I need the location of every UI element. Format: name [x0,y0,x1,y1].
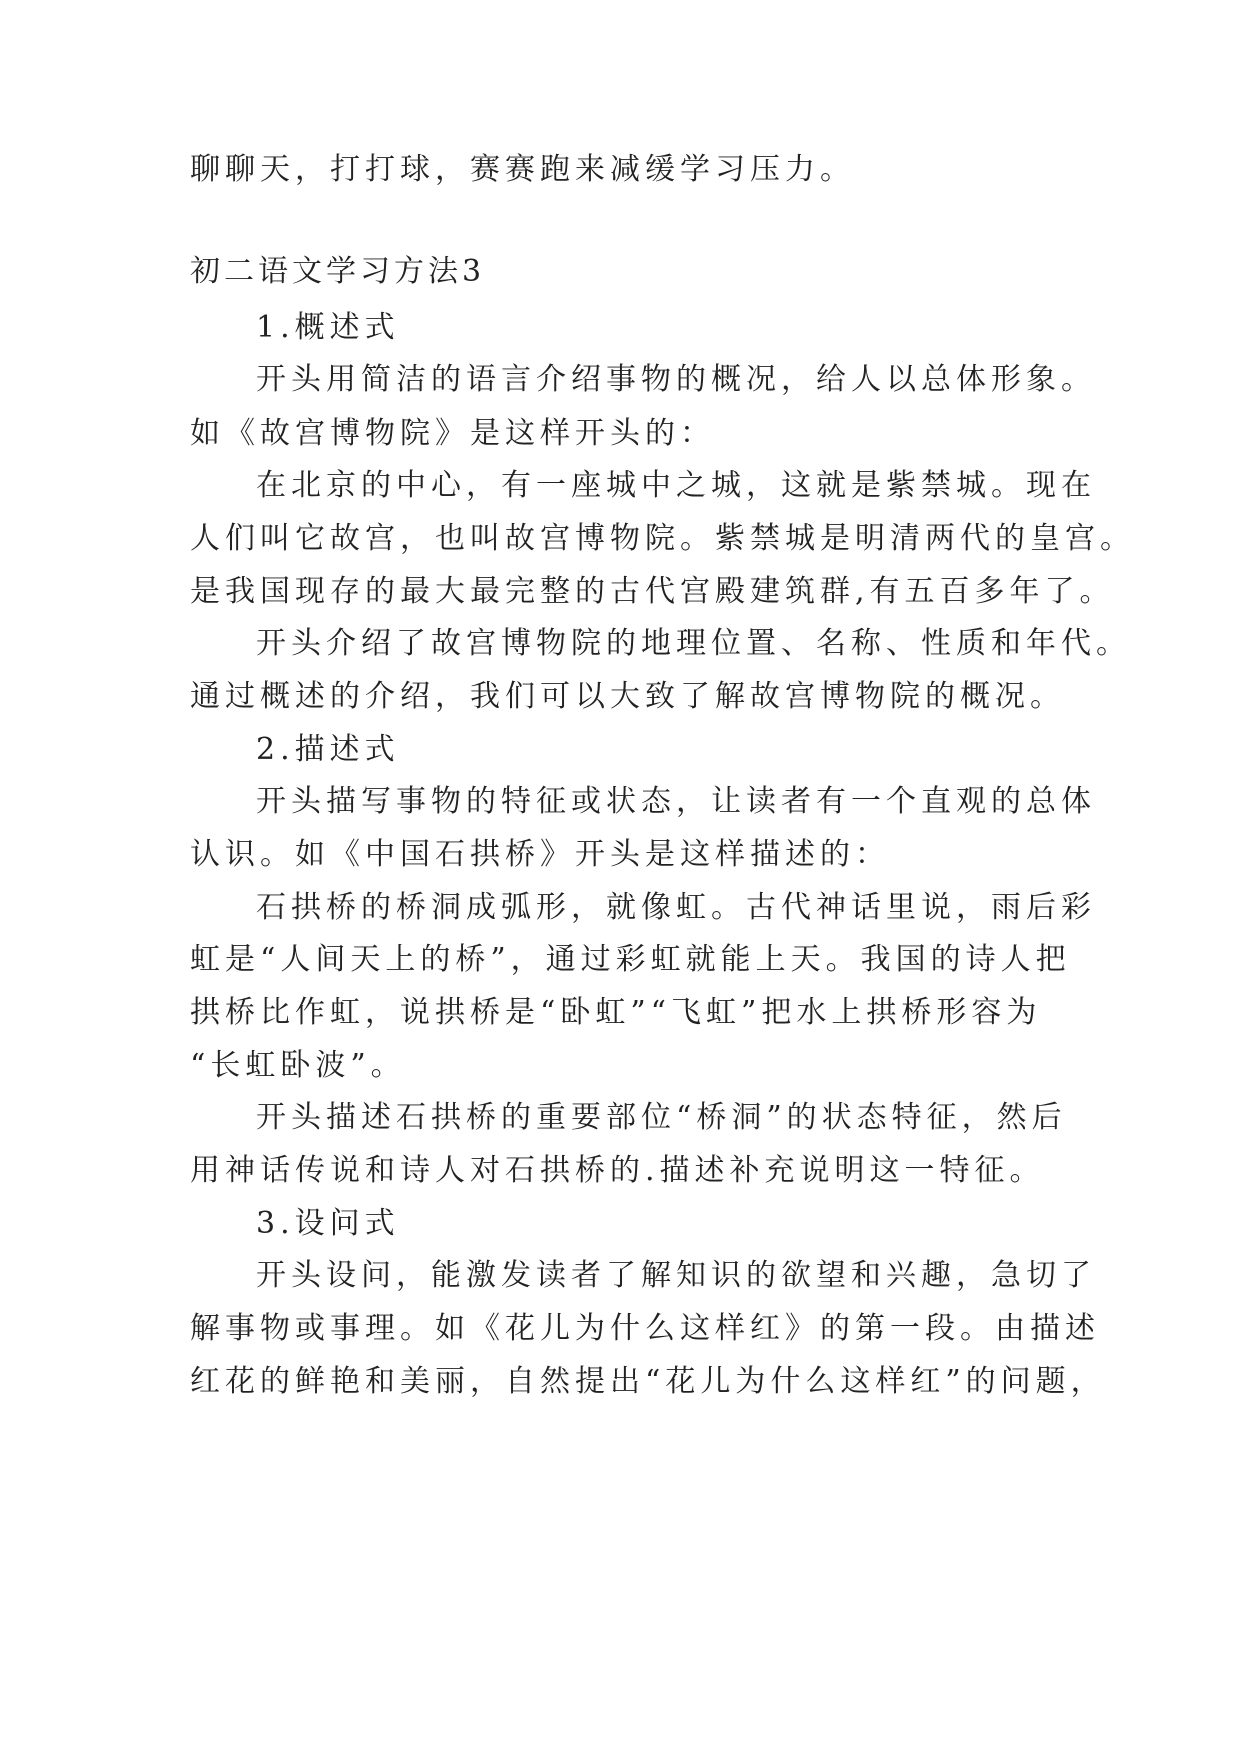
paragraph-line: 用神话传说和诗人对石拱桥的.描述补充说明这一特征。 [190,1153,1045,1188]
item2-heading: 2.描述式 [256,732,400,767]
paragraph-line: 如《故宫博物院》是这样开头的： [190,416,715,451]
paragraph-line: 在北京的中心，有一座城中之城，这就是紫禁城。现在 [256,468,1096,503]
paragraph-line: 虹是“人间天上的桥”，通过彩虹就能上天。我国的诗人把 [190,942,1071,977]
paragraph-line: 开头描写事物的特征或状态，让读者有一个直观的总体 [256,784,1096,819]
paragraph-line: 人们叫它故宫，也叫故宫博物院。紫禁城是明清两代的皇宫。 [190,521,1135,556]
paragraph-line: 通过概述的介绍，我们可以大致了解故宫博物院的概况。 [190,679,1065,714]
paragraph-line: 红花的鲜艳和美丽，自然提出“花儿为什么这样红”的问题， [190,1364,1106,1399]
carry-over-line: 聊聊天，打打球，赛赛跑来减缓学习压力。 [190,152,855,187]
paragraph-line: 拱桥比作虹，说拱桥是“卧虹”“飞虹”把水上拱桥形容为 [190,995,1042,1030]
item3-heading: 3.设问式 [256,1206,400,1241]
section-title: 初二语文学习方法3 [190,254,486,289]
paragraph-line: 解事物或事理。如《花儿为什么这样红》的第一段。由描述 [190,1311,1100,1346]
paragraph-line: 是我国现存的最大最完整的古代宫殿建筑群,有五百多年了。 [190,574,1115,609]
paragraph-line: 开头用简洁的语言介绍事物的概况，给人以总体形象。 [256,362,1096,397]
paragraph-line: 开头设问，能激发读者了解知识的欲望和兴趣，急切了 [256,1258,1096,1293]
paragraph-line: 开头描述石拱桥的重要部位“桥洞”的状态特征，然后 [256,1100,1067,1135]
item1-heading: 1.概述式 [256,310,400,345]
paragraph-line: “长虹卧波”。 [190,1048,406,1083]
paragraph-line: 开头介绍了故宫博物院的地理位置、名称、性质和年代。 [256,626,1131,661]
paragraph-line: 石拱桥的桥洞成弧形，就像虹。古代神话里说，雨后彩 [256,890,1096,925]
paragraph-line: 认识。如《中国石拱桥》开头是这样描述的： [190,837,890,872]
